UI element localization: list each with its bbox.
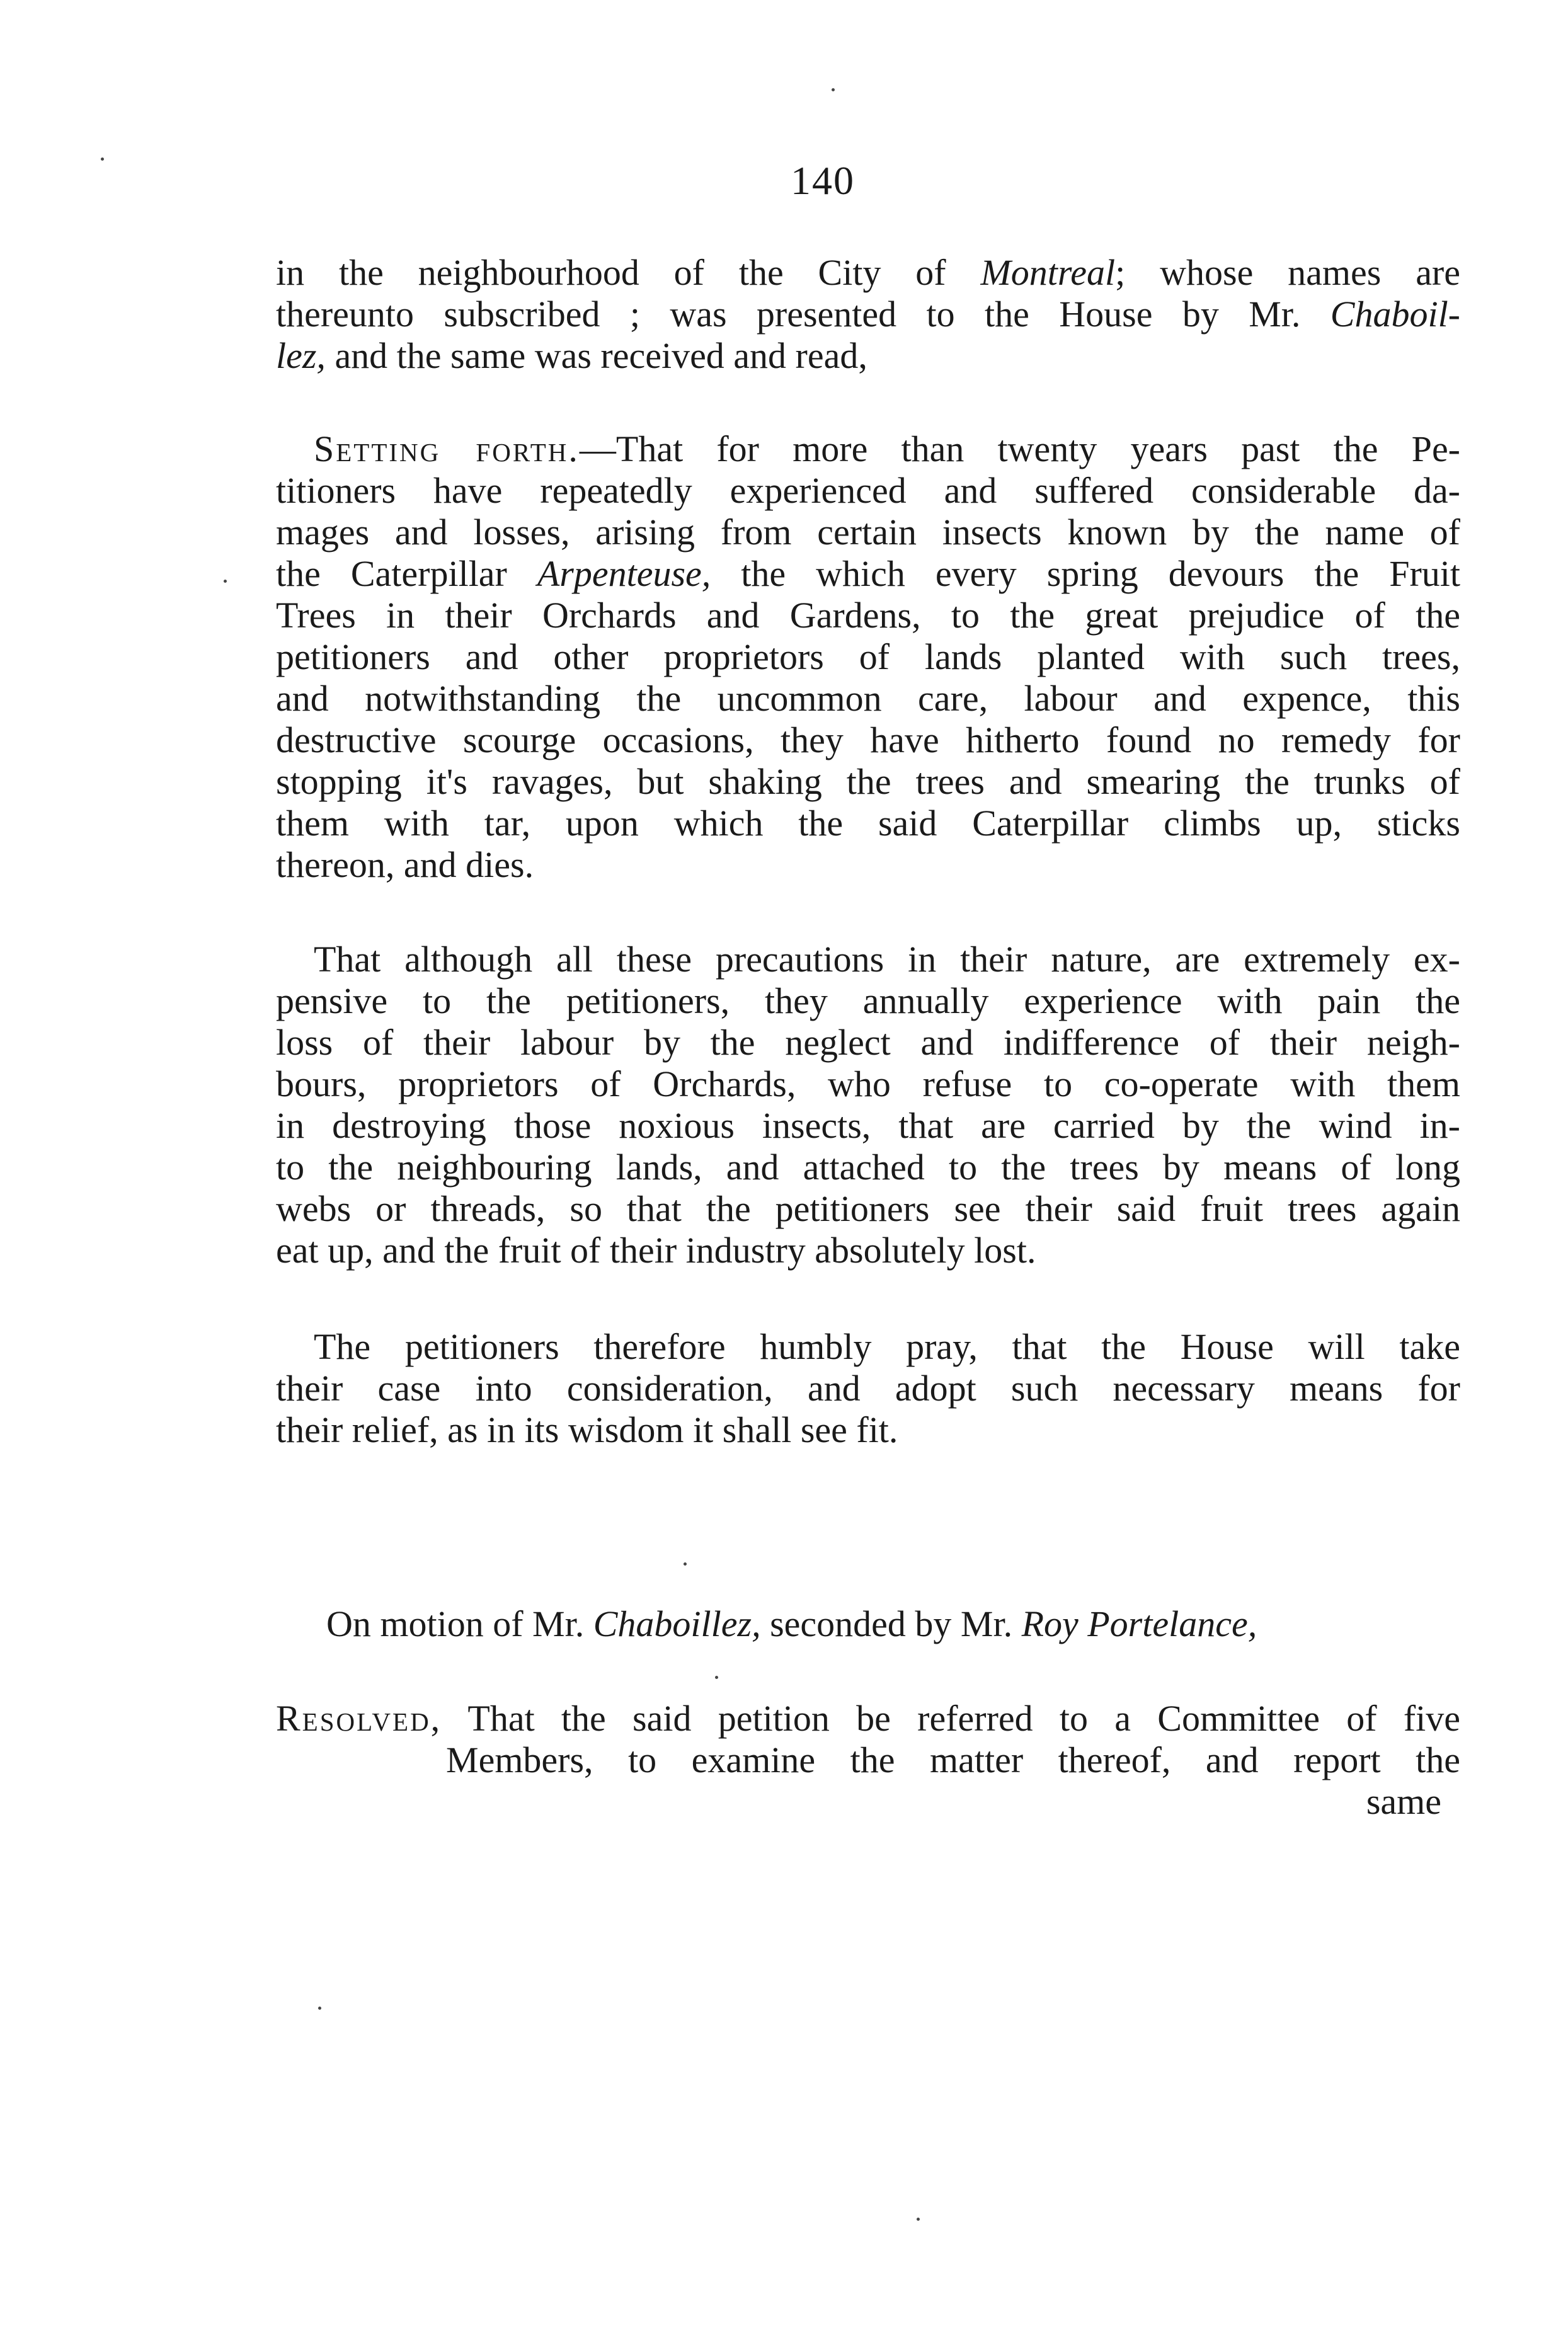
- text-line: [276, 252, 1460, 294]
- text-line: Trees in their Orchards and Gardens, to the great prejudice of the: [276, 595, 1460, 636]
- resolved-paragraph: [276, 1698, 1460, 1823]
- text-run: —That for more than twenty years past the Pe-: [579, 428, 1460, 469]
- text-line: in destroying those noxious insects, that are carried by the wind in-: [276, 1105, 1460, 1146]
- text-line: [276, 294, 1460, 335]
- page-number: 140: [791, 158, 855, 203]
- although-paragraph: [276, 939, 1460, 1271]
- text-run: thereunto subscribed ; was presented to the House by Mr.: [276, 294, 1331, 335]
- scan-speck: [318, 2007, 321, 2010]
- text-line: destructive scourge occasions, they have hitherto found no remedy for: [276, 719, 1460, 760]
- text-line: That although all these precautions in their nature, are extremely ex-: [314, 939, 1460, 980]
- text-run: That the said petition be referred to a Committee of five: [442, 1698, 1460, 1739]
- scan-speck: [832, 88, 835, 91]
- text-run: On motion of Mr.: [326, 1603, 593, 1644]
- text-line: titioners have repeatedly experienced and suffered considerable da-: [276, 470, 1460, 511]
- scan-speck: [715, 1676, 718, 1679]
- text-line: to the neighbouring lands, and attached to the trees by means of long: [276, 1147, 1460, 1188]
- scan-speck: [917, 2218, 920, 2221]
- scan-speck: [684, 1562, 687, 1566]
- text-line: pensive to the petitioners, they annually experience with pain the: [276, 980, 1460, 1021]
- text-run: the Caterpillar: [276, 553, 537, 594]
- text-line: [276, 1698, 1460, 1739]
- text-line: thereon, and dies.: [276, 844, 534, 885]
- text-line: The petitioners therefore humbly pray, that the House will take: [314, 1326, 1460, 1367]
- text-run: and the same was received and read,: [325, 335, 867, 376]
- section-head: Resolved,: [276, 1698, 442, 1739]
- person-name: Chaboil-: [1330, 294, 1460, 335]
- text-line: [276, 335, 1460, 377]
- text-line: petitioners and other proprietors of lands planted with such trees,: [276, 636, 1460, 677]
- text-line: their case into consideration, and adopt such necessary means for: [276, 1368, 1460, 1409]
- text-line: stopping it's ravages, but shaking the trees and smearing the trunks of: [276, 761, 1460, 802]
- text-run: in the neighbourhood of the City of: [276, 252, 981, 293]
- section-head: Setting forth.: [314, 428, 580, 469]
- text-line: Members, to examine the matter thereof, and report the: [446, 1739, 1460, 1780]
- text-line: their relief, as in its wisdom it shall see fit.: [276, 1409, 898, 1450]
- scan-speck: [224, 580, 227, 583]
- person-name: lez,: [276, 335, 326, 376]
- insect-name: Arpenteuse,: [537, 553, 711, 594]
- text-line: mages and losses, arising from certain insects known by the name of: [276, 512, 1460, 553]
- text-line: and notwithstanding the uncommon care, labour and expence, this: [276, 678, 1460, 719]
- text-run: the which every spring devours the Fruit: [711, 553, 1461, 594]
- text-line: [276, 1603, 1460, 1645]
- seconder-name: Roy Portelance,: [1021, 1603, 1257, 1644]
- text-line: eat up, and the fruit of their industry absolutely lost.: [276, 1230, 1036, 1271]
- intro-paragraph: [276, 252, 1460, 377]
- setting-forth-paragraph: [276, 428, 1460, 886]
- prayer-paragraph: [276, 1326, 1460, 1451]
- text-line: loss of their labour by the neglect and indifference of their neigh-: [276, 1022, 1460, 1063]
- motion-paragraph: [276, 1603, 1460, 1645]
- text-run: seconded by Mr.: [760, 1603, 1022, 1644]
- catchword: same: [1366, 1781, 1441, 1822]
- mover-name: Chaboillez,: [593, 1603, 761, 1644]
- text-line: them with tar, upon which the said Caterpillar climbs up, sticks: [276, 803, 1460, 844]
- text-line: webs or threads, so that the petitioners see their said fruit trees again: [276, 1188, 1460, 1229]
- text-line: bours, proprietors of Orchards, who refuse to co-operate with them: [276, 1063, 1460, 1104]
- place-name: Montreal: [980, 252, 1116, 293]
- text-line: [276, 553, 1460, 595]
- scan-speck: [101, 158, 104, 161]
- text-line: [276, 428, 1460, 470]
- text-run: ; whose names are: [1115, 252, 1460, 293]
